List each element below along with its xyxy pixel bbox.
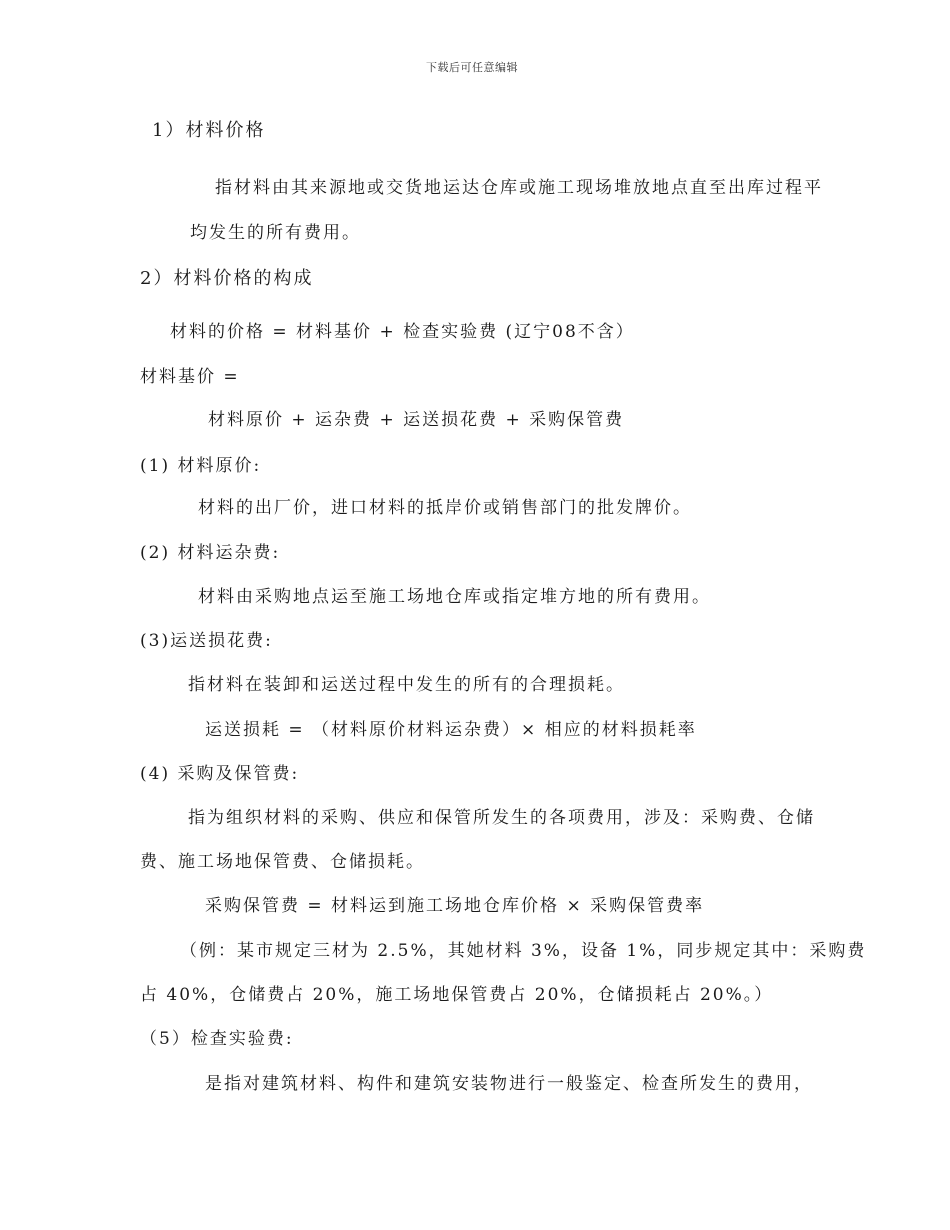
heading-material-price: 1）材料价格 [152, 120, 266, 141]
subheading-inspection-fee: （5）检查实验费: [140, 1029, 294, 1049]
example-line: （例：某市规定三材为 2.5%，其她材料 3%，设备 1%，同步规定其中：采购费 [180, 941, 867, 961]
paragraph-line: 指材料由其来源地或交货地运达仓库或施工现场堆放地点直至出库过程平 [215, 178, 823, 198]
paragraph-line: 指材料在装卸和运送过程中发生的所有的合理损耗。 [188, 675, 625, 695]
paragraph-line: 是指对建筑材料、构件和建筑安装物进行一般鉴定、检查所发生的费用， [205, 1074, 813, 1094]
paragraph-line: 材料由采购地点运至施工场地仓库或指定堆方地的所有费用。 [198, 587, 711, 607]
paragraph-line: 指为组织材料的采购、供应和保管所发生的各项费用，涉及：采购费、仓储 [188, 808, 815, 828]
heading-price-composition: 2）材料价格的构成 [140, 268, 314, 289]
paragraph-line: 材料的出厂价，进口材料的抵岸价或销售部门的批发牌价。 [198, 498, 692, 518]
formula-line: 材料原价 + 运杂费 + 运送损花费 + 采购保管费 [208, 410, 625, 430]
subheading-transport-loss: (3)运送损花费: [140, 631, 273, 651]
formula-line: 采购保管费 = 材料运到施工场地仓库价格 × 采购保管费率 [205, 896, 705, 916]
page-header: 下载后可任意编辑 [426, 61, 518, 74]
formula-line: 运送损耗 = （材料原价材料运杂费）× 相应的材料损耗率 [205, 720, 697, 740]
subheading-original-price: (1) 材料原价: [140, 456, 262, 476]
paragraph-line: 均发生的所有费用。 [190, 223, 361, 243]
example-line: 占 40%，仓储费占 20%，施工场地保管费占 20%，仓储损耗占 20%。） [140, 985, 774, 1005]
paragraph-line: 费、施工场地保管费、仓储损耗。 [140, 852, 425, 872]
subheading-procurement-storage: (4) 采购及保管费: [140, 764, 300, 784]
formula-label: 材料基价 = [140, 367, 240, 387]
subheading-transport-cost: (2) 材料运杂费: [140, 543, 281, 563]
formula-line: 材料的价格 = 材料基价 + 检查实验费 (辽宁08不含） [170, 322, 635, 342]
